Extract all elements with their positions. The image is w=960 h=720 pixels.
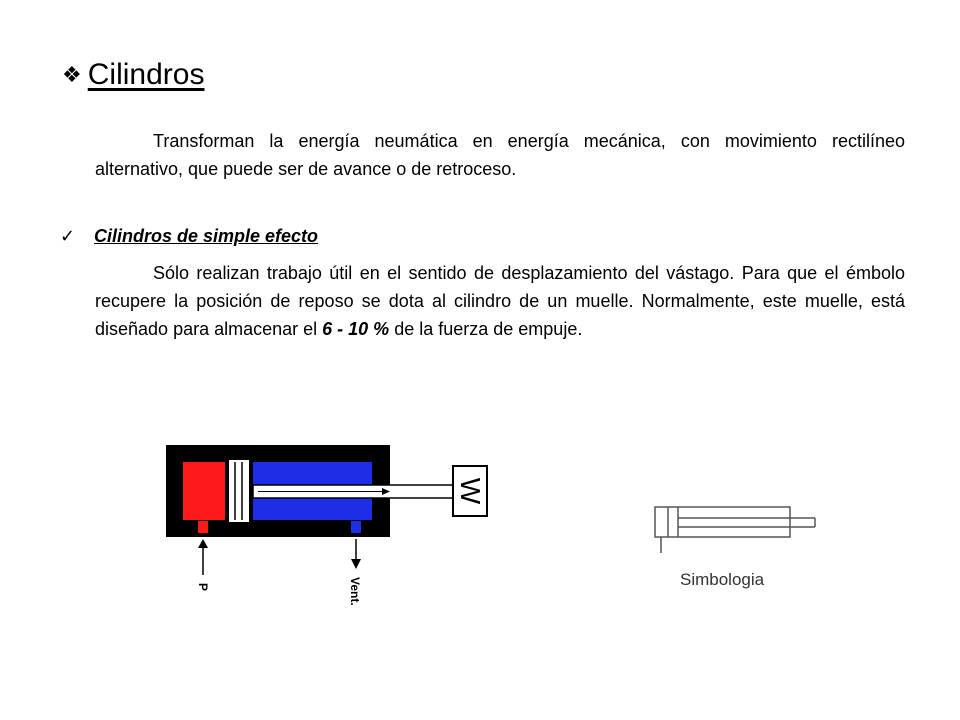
pressure-port xyxy=(198,521,208,533)
subheading xyxy=(60,226,318,247)
title-text: Cilindros xyxy=(87,58,205,91)
symbol-caption: Simbologia xyxy=(680,570,765,589)
vent-label: Vent. xyxy=(348,577,362,606)
simple-effect-text-after: de la fuerza de empuje. xyxy=(389,319,583,339)
symbol-body xyxy=(655,507,790,537)
checkmark-icon: ✓ xyxy=(60,226,76,246)
pressure-chamber xyxy=(183,462,225,520)
cylinder-diagram xyxy=(150,435,510,625)
intro-text: Transforman la energía neumática en energía mecánica, con movimiento rectilíneo alternativo, que puede ser de avance o de retroceso. xyxy=(95,131,905,179)
pressure-arrowhead xyxy=(198,539,208,548)
pressure-label: P xyxy=(196,583,210,592)
diamond-bullet-icon: ❖ xyxy=(62,62,82,87)
section-title xyxy=(62,58,204,92)
vent-arrowhead xyxy=(351,559,361,569)
intro-paragraph xyxy=(95,127,905,183)
vent-port xyxy=(351,521,361,533)
simple-effect-text-before: Sólo realizan trabajo útil en el sentido de desplazamiento del vástago. Para que el émbolo recupere la posición de reposo se dota al cilindro de un muelle. Normalmente, este muelle, está diseñado para almacenar el xyxy=(95,263,905,339)
load-label: W xyxy=(455,477,486,505)
simple-effect-emphasis: 6 - 10 % xyxy=(322,319,390,339)
simple-effect-paragraph xyxy=(95,259,905,343)
piston-gap xyxy=(229,460,249,522)
cylinder-symbol xyxy=(645,495,825,595)
subheading-label: Cilindros de simple efecto xyxy=(94,226,319,246)
